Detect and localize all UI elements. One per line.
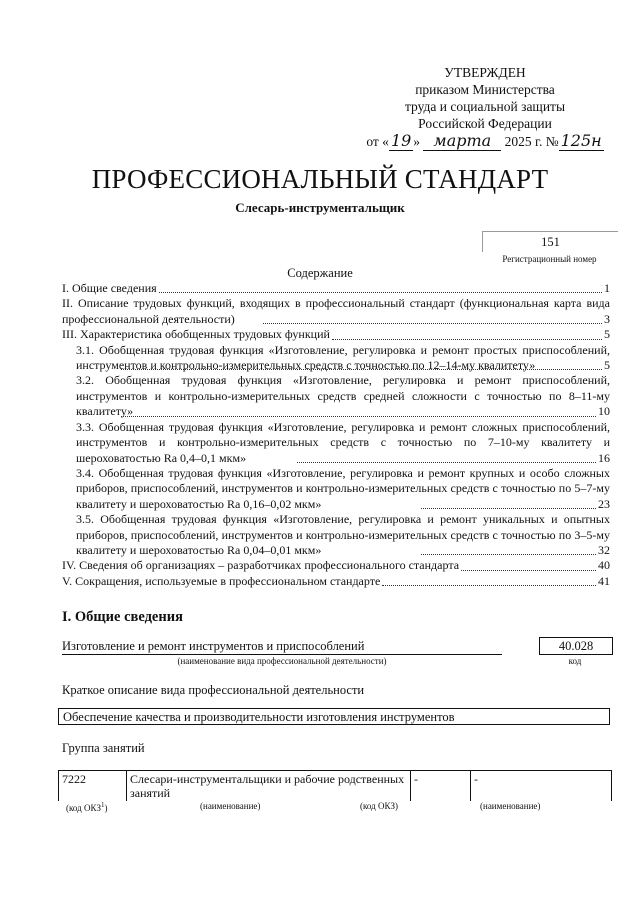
toc-item-text: IV. Сведения об организациях – разработчиках профессионального стандарта bbox=[62, 558, 460, 573]
order-number: 125н bbox=[560, 131, 602, 150]
toc-item-text: 3.4. Обобщенная трудовая функция «Изготовление, регулировка и ремонт крупных и особо сложных приборов, приспособлений, инструментов и контрольно-измерительных средств с точностью по 5–7-му квалитету и шероховатостью Ra 0,16–0,02 мкм» bbox=[76, 465, 610, 511]
toc-item-text: III. Характеристика обобщенных трудовых функций bbox=[62, 327, 330, 342]
toc-item-tail bbox=[62, 404, 610, 419]
approval-line: УТВЕРЖДЕН bbox=[444, 65, 526, 80]
occupation-name-cell: - bbox=[474, 772, 478, 786]
date-prefix: от « bbox=[366, 134, 389, 149]
toc-item-text: 3.5. Обобщенная трудовая функция «Изготовление, регулировка и ремонт уникальных и опытных приборов, приспособлений, инструментов и контрольно-измерительных средств с точностью по 3–5-му квалитету и шероховатостью Ra 0,04–0,01 мкм» bbox=[76, 512, 610, 557]
activity-name: Изготовление и ремонт инструментов и приспособлений bbox=[62, 638, 502, 655]
approval-block bbox=[360, 64, 610, 150]
toc-item-text: II. Описание трудовых функций, входящих в профессиональный стандарт (функциональная карта вида профессиональной деятельности) bbox=[62, 296, 610, 326]
toc-item-text: V. Сокращения, используемые в профессиональном стандарте bbox=[62, 573, 381, 588]
okz-code-label: (код ОКЗ$^1$) bbox=[66, 801, 108, 813]
page-title: ПРОФЕССИОНАЛЬНЫЙ СТАНДАРТ bbox=[91, 164, 549, 194]
occupation-name-label: (наименование) bbox=[200, 801, 261, 811]
toc-item-page: 10 bbox=[598, 404, 610, 419]
toc-item-text: 3.2. Обобщенная трудовая функция «Изготовление, регулировка и ремонт приспособлений, инструментов и контрольно-измерительных средств средней сложности с точностью по 8–11-му квалитету» bbox=[76, 373, 610, 419]
toc-item[interactable] bbox=[62, 327, 610, 342]
registration-label: Регистрационный номер bbox=[502, 254, 597, 264]
toc-heading: Содержание bbox=[287, 266, 353, 280]
okz-code-label-2: (код ОКЗ) bbox=[360, 801, 398, 811]
toc-item[interactable] bbox=[62, 558, 610, 573]
toc-item-text: I. Общие сведения bbox=[62, 281, 157, 295]
toc-item[interactable] bbox=[62, 574, 610, 589]
occupation-code-cell: - bbox=[411, 771, 471, 801]
date-month: марта bbox=[423, 131, 501, 151]
occupation-name-label-2: (наименование) bbox=[480, 801, 541, 811]
section-heading: I. Общие сведения bbox=[62, 609, 183, 625]
activity-code: 40.028 bbox=[539, 637, 613, 655]
occupation-table bbox=[58, 770, 612, 801]
toc-item-page: 40 bbox=[598, 558, 610, 573]
toc-item-page: 41 bbox=[598, 573, 610, 588]
toc-item-text: 3.3. Обобщенная трудовая функция «Изготовление, регулировка и ремонт сложных приспособлений, инструментов и контрольно-измерительных средств с точностью по 7–10-му квалитету и шероховатостью Ra 0,4–0,1 мкм» bbox=[76, 419, 610, 465]
occupation-code-cell: 7222 bbox=[59, 771, 127, 801]
registration-number: 151 bbox=[482, 231, 618, 252]
activity-name-label: (наименование вида профессиональной деятельности) bbox=[177, 656, 387, 666]
approval-line: приказом Министерства bbox=[415, 82, 555, 97]
toc-item[interactable] bbox=[62, 281, 610, 296]
toc-item-page: 5 bbox=[604, 358, 610, 373]
page-subtitle: Слесарь-инструментальщик bbox=[235, 200, 405, 215]
approval-line: Российской Федерации bbox=[418, 116, 552, 131]
toc-item-page: 1 bbox=[604, 281, 610, 295]
table-of-contents bbox=[62, 281, 610, 589]
toc-item-page: 3 bbox=[604, 311, 610, 326]
footnote-marker: 1 bbox=[101, 801, 105, 809]
date-day: 19 bbox=[390, 131, 412, 150]
toc-item-page: 23 bbox=[598, 496, 610, 511]
activity-code-label: код bbox=[568, 656, 582, 666]
approval-date bbox=[360, 132, 610, 150]
approval-line: труда и социальной защиты bbox=[404, 99, 566, 114]
toc-item-text: 3.1. Обобщенная трудовая функция «Изготовление, регулировка и ремонт простых приспособлений, инструментов и контрольно-измерительных средств с точностью по 12–14-му квалитету» bbox=[76, 342, 610, 373]
occupation-name-cell: Слесари-инструментальщики и рабочие родственных занятий bbox=[127, 771, 411, 801]
toc-item-page: 16 bbox=[598, 450, 610, 465]
date-year: 2025 г. № bbox=[504, 134, 559, 149]
activity-purpose: Обеспечение качества и производительности изготовления инструментов bbox=[58, 708, 610, 725]
occupation-group-label: Группа занятий bbox=[62, 741, 145, 755]
brief-description-label: Краткое описание вида профессиональной деятельности bbox=[62, 683, 365, 697]
date-sep: » bbox=[413, 134, 421, 149]
toc-item-page: 5 bbox=[604, 327, 610, 342]
toc-item-page: 32 bbox=[598, 543, 610, 557]
